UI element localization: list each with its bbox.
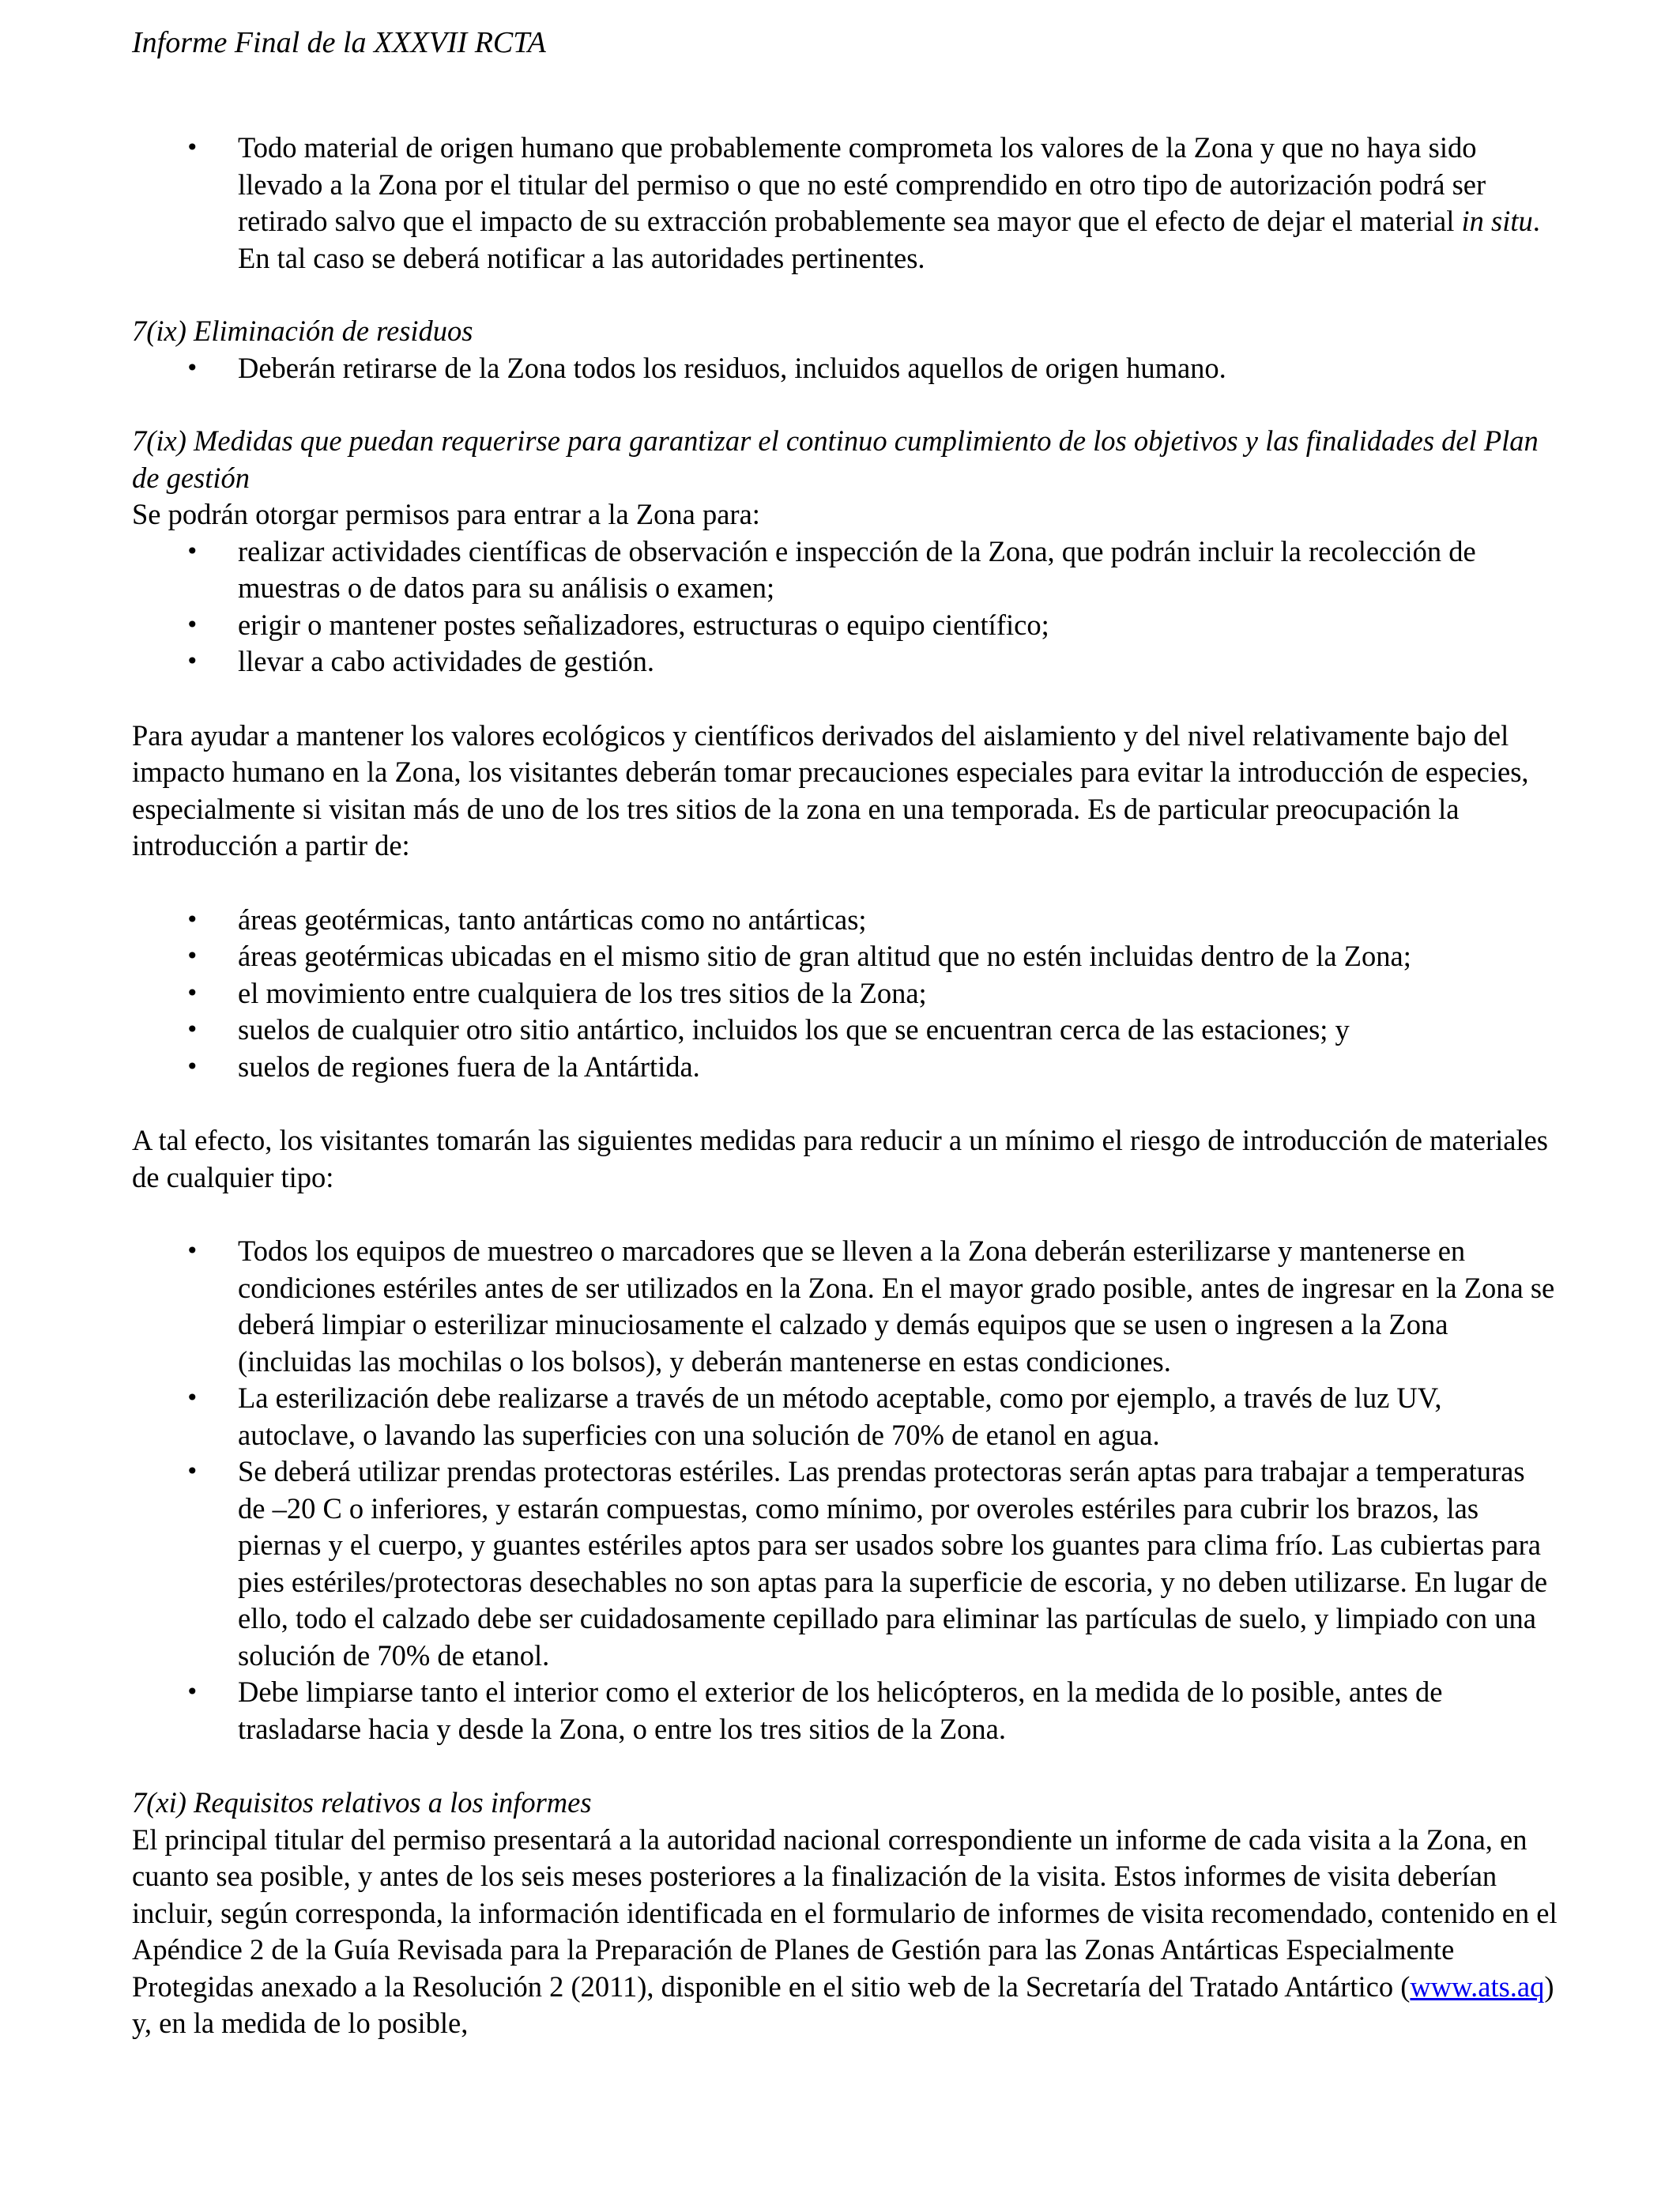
list-item <box>132 533 1558 607</box>
bullet-list-permits <box>132 533 1558 680</box>
list-item <box>132 643 1558 680</box>
list-item-text: . En tal caso se deberá notificar a las autoridades pertinentes. <box>238 205 1540 274</box>
list-item <box>132 1049 1558 1086</box>
list-item-text: Todo material de origen humano que probablemente comprometa los valores de la Zona y que no haya sido llevado a la Zona por el titular del permiso o que no esté comprendido en otro tipo de autorización podrá ser retirado salvo que el impacto de su extracción probablemente sea mayor que el efecto de dejar el material <box>238 131 1486 237</box>
italic-term: in situ <box>1461 205 1533 237</box>
list-item <box>132 1380 1558 1453</box>
document-body <box>132 130 1558 2042</box>
bullet-icon: • <box>186 354 199 381</box>
list-item-text: áreas geotérmicas, tanto antárticas como no antárticas; <box>238 903 867 936</box>
list-item-text: realizar actividades científicas de observación e inspección de la Zona, que podrán incluir la recolección de muestras o de datos para su análisis o examen; <box>238 534 1476 604</box>
bullet-icon: • <box>186 1458 199 1484</box>
list-item-text: Se deberá utilizar prendas protectoras estériles. Las prendas protectoras serán aptas para trabajar a temperaturas de –20 C o inferiores, y estarán compuestas, como mínimo, por overoles estériles para cubrir los brazos, las piernas y el cuerpo, y guantes estériles aptos para ser usados sobre los guantes para clima frío. Las cubiertas para pies estériles/protectoras desechables no son aptas para la superficie de escoria, y no deben utilizarse. En lugar de ello, todo el calzado debe ser cuidadosamente cepillado para eliminar las partículas de suelo, y limpiado con una solución de 70% de etanol. <box>238 1455 1548 1672</box>
list-item-text: el movimiento entre cualquiera de los tres sitios de la Zona; <box>238 976 927 1009</box>
bullet-icon: • <box>186 1679 199 1705</box>
bullet-list-top <box>132 130 1558 277</box>
list-item <box>132 938 1558 975</box>
list-item-text: suelos de regiones fuera de la Antártida. <box>238 1050 700 1083</box>
bullet-icon: • <box>186 1053 199 1080</box>
reports-text: El principal titular del permiso presentará a la autoridad nacional correspondiente un informe de cada visita a la Zona, en cuanto sea posible, y antes de los seis meses posteriores a la finalización de la visita. Estos informes de visita deberían incluir, según corresponda, la información identificada en el formulario de informes de visita recomendado, contenido en el Apéndice 2 de la Guía Revisada para la Preparación de Planes de Gestión para las Zonas Antárticas Especialmente Protegidas anexado a la Resolución 2 (2011), disponible en el sitio web de la Secretaría del Tratado Antártico ( <box>132 1823 1558 2003</box>
ats-website-link[interactable]: www.ats.aq <box>1410 1970 1545 2003</box>
list-item-text: Deberán retirarse de la Zona todos los residuos, incluidos aquellos de origen humano. <box>238 351 1226 384</box>
list-item <box>132 1012 1558 1049</box>
bullet-list-waste <box>132 350 1558 387</box>
bullet-icon: • <box>186 979 199 1006</box>
paragraph-reports <box>132 1822 1558 2042</box>
list-item <box>132 975 1558 1012</box>
list-item-text: áreas geotérmicas ubicadas en el mismo sitio de gran altitud que no estén incluidas dentro de la Zona; <box>238 940 1411 972</box>
bullet-icon: • <box>186 611 199 638</box>
list-item-text: llevar a cabo actividades de gestión. <box>238 645 655 677</box>
bullet-icon: • <box>186 1385 199 1411</box>
list-item-text: erigir o mantener postes señalizadores, estructuras o equipo científico; <box>238 608 1049 641</box>
section-heading-waste: 7(ix) Eliminación de residuos <box>132 315 473 347</box>
measures-intro: Se podrán otorgar permisos para entrar a la Zona para: <box>132 498 760 530</box>
list-item-text: Todos los equipos de muestreo o marcadores que se lleven a la Zona deberán esterilizarse y mantenerse en condiciones estériles antes de ser utilizados en la Zona. En el mayor grado posible, antes de ingresar en la Zona se deberá limpiar o esterilizar minuciosamente el calzado y demás equipos que se usen o ingresen a la Zona (incluidas las mochilas o los bolsos), y deberán mantenerse en estas condiciones. <box>238 1235 1555 1378</box>
list-item <box>132 130 1558 277</box>
bullet-list-sources <box>132 902 1558 1086</box>
list-item <box>132 1233 1558 1380</box>
bullet-icon: • <box>186 537 199 564</box>
page-header: Informe Final de la XXXVII RCTA <box>132 26 546 59</box>
list-item-text: Debe limpiarse tanto el interior como el exterior de los helicópteros, en la medida de lo posible, antes de trasladarse hacia y desde la Zona, o entre los tres sitios de la Zona. <box>238 1676 1443 1745</box>
list-item <box>132 902 1558 939</box>
bullet-icon: • <box>186 1016 199 1042</box>
paragraph-measures: A tal efecto, los visitantes tomarán las siguientes medidas para reducir a un mínimo el riesgo de introducción de materiales de cualquier tipo: <box>132 1124 1549 1193</box>
bullet-icon: • <box>186 134 199 160</box>
list-item-text: La esterilización debe realizarse a través de un método aceptable, como por ejemplo, a través de luz UV, autoclave, o lavando las superficies con una solución de 70% de etanol en agua. <box>238 1382 1442 1451</box>
bullet-icon: • <box>186 943 199 969</box>
list-item <box>132 1674 1558 1747</box>
list-item <box>132 350 1558 387</box>
bullet-icon: • <box>186 906 199 933</box>
reports-text-end: ) y, en la medida de lo posible, <box>132 1970 1554 2039</box>
section-heading-measures: 7(ix) Medidas que puedan requerirse para garantizar el continuo cumplimiento de los objetivos y las finalidades del Plan de gestión <box>132 424 1539 494</box>
list-item-text: suelos de cualquier otro sitio antártico, incluidos los que se encuentran cerca de las estaciones; y <box>238 1013 1350 1046</box>
bullet-list-steps <box>132 1233 1558 1747</box>
list-item <box>132 1453 1558 1674</box>
paragraph-precautions: Para ayudar a mantener los valores ecológicos y científicos derivados del aislamiento y del nivel relativamente bajo del impacto humano en la Zona, los visitantes deberán tomar precauciones especiales para evitar la introducción de especies, especialmente si visitan más de uno de los tres sitios de la zona en una temporada. Es de particular preocupación la introducción a partir de: <box>132 718 1529 861</box>
list-item <box>132 607 1558 644</box>
section-heading-reports: 7(xi) Requisitos relativos a los informes <box>132 1786 592 1819</box>
bullet-icon: • <box>186 1238 199 1264</box>
bullet-icon: • <box>186 648 199 674</box>
